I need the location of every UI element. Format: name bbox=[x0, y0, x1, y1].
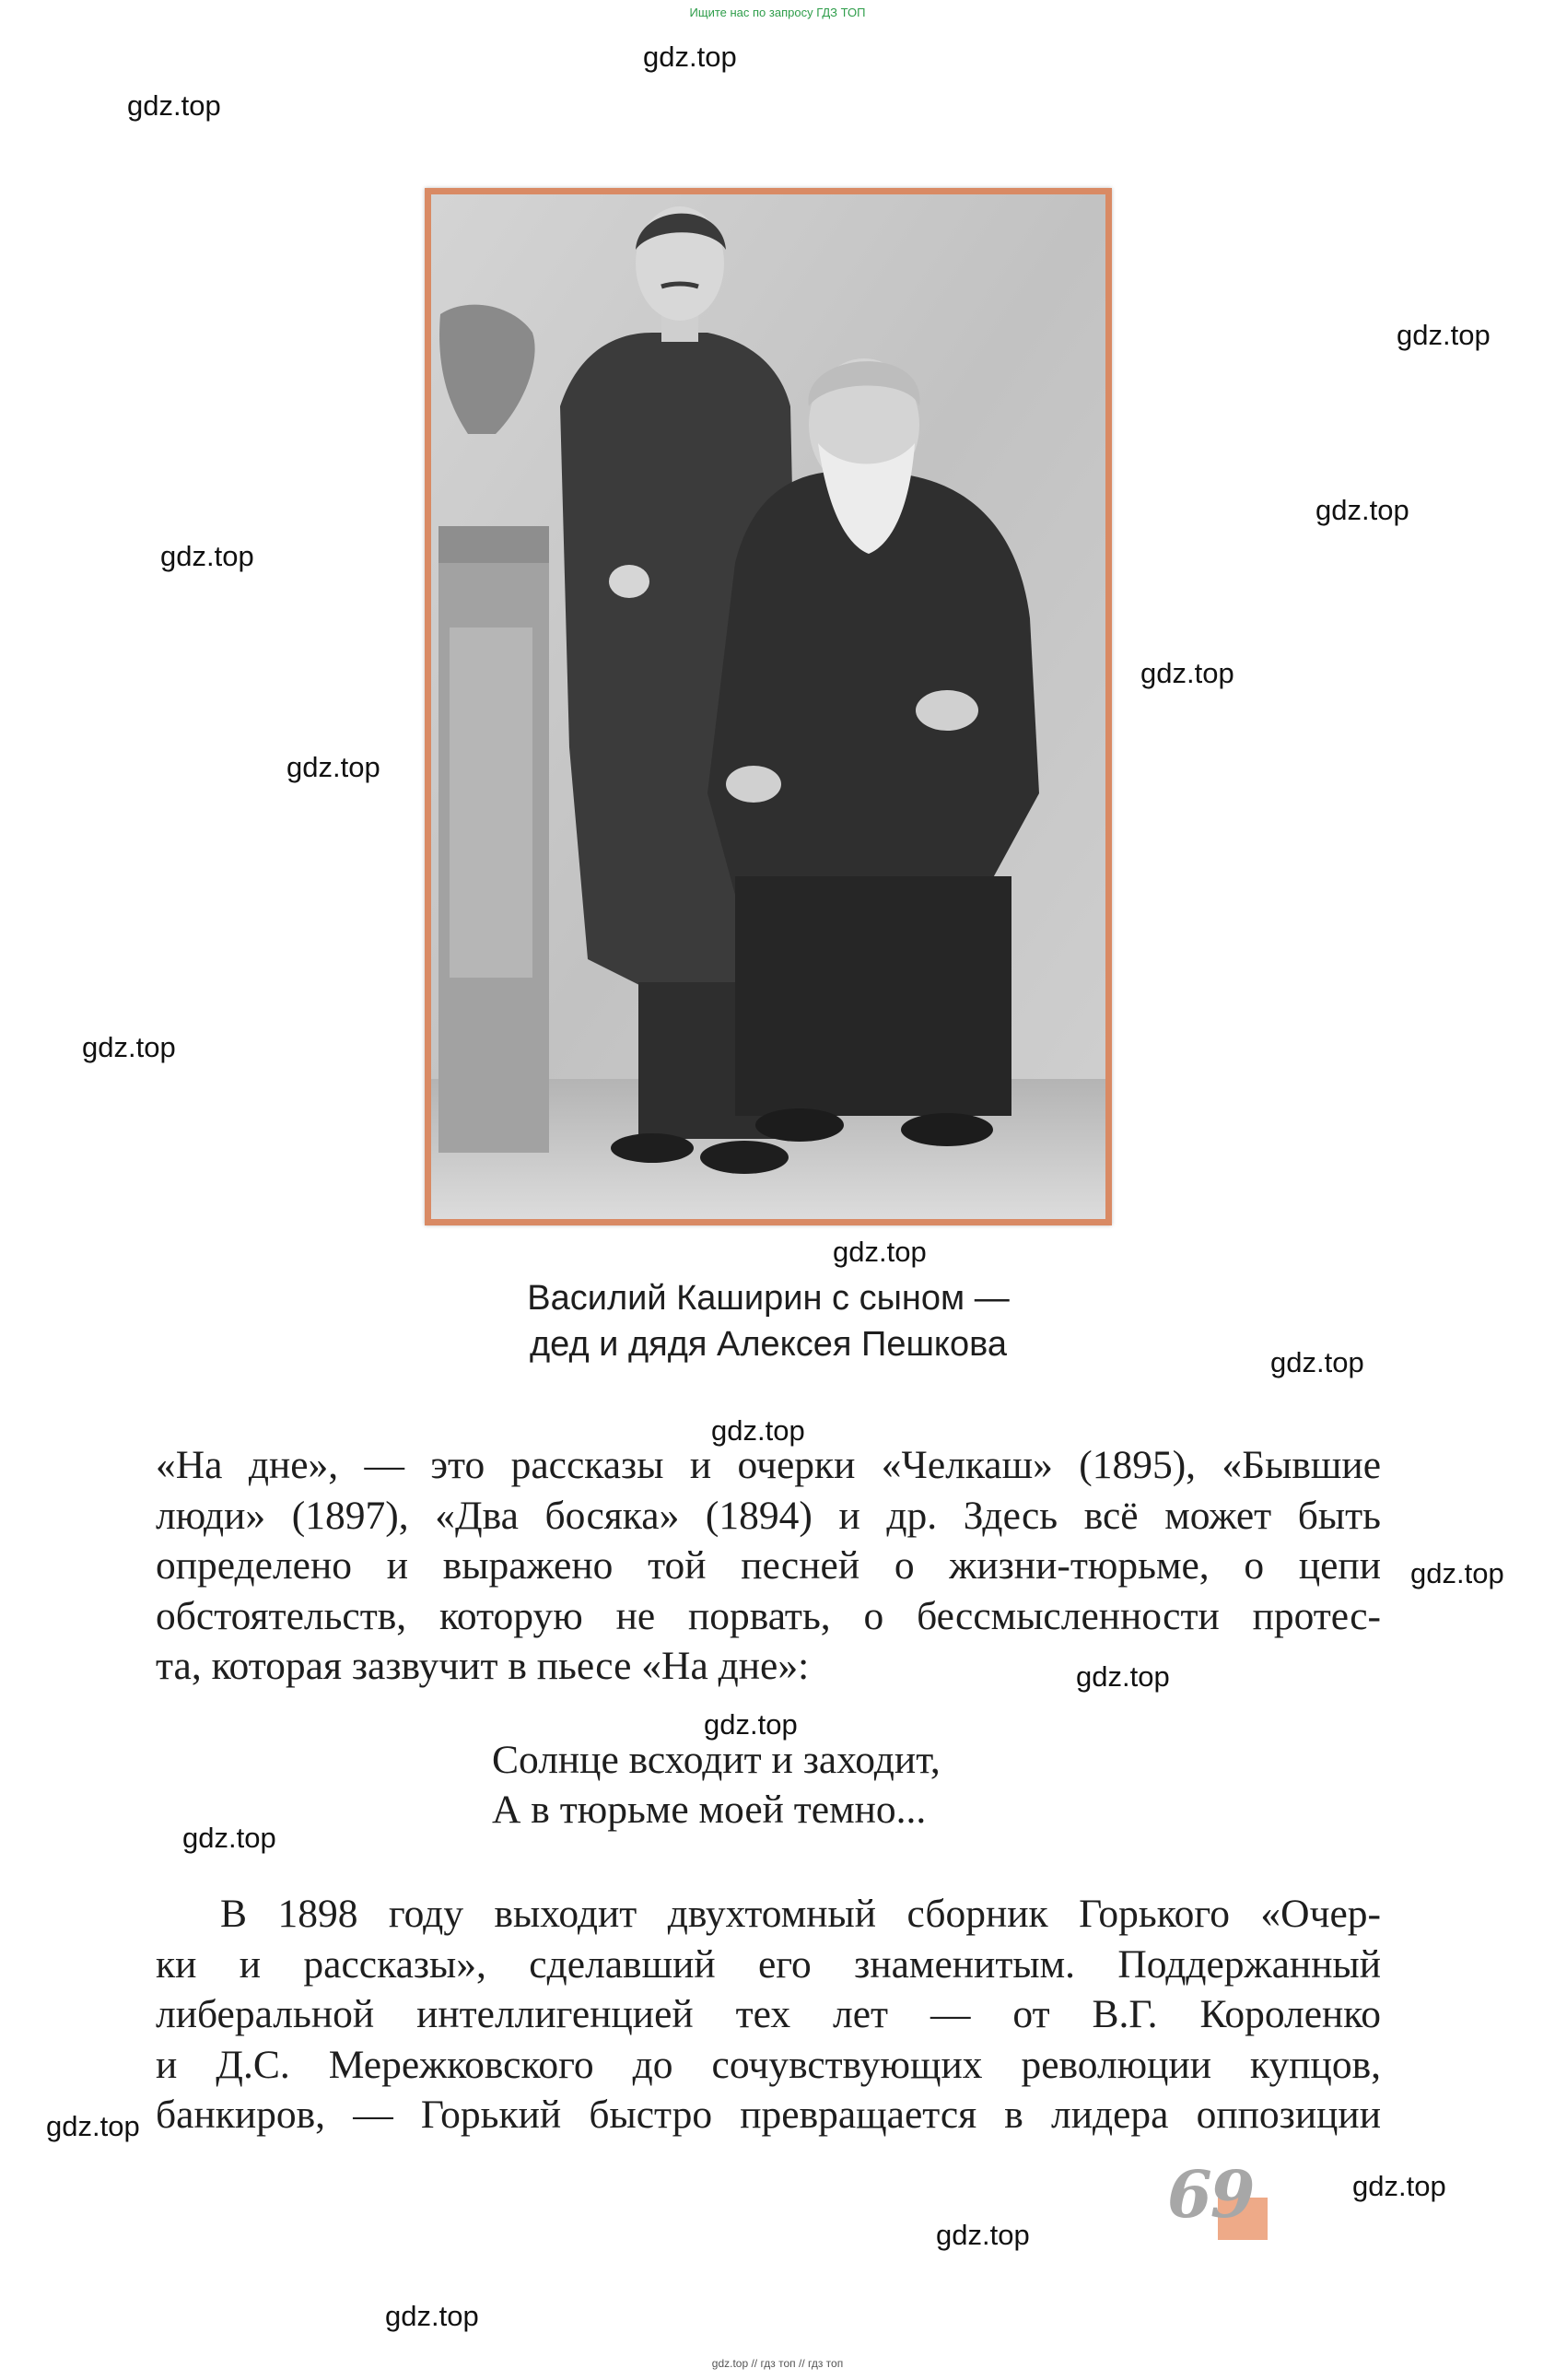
text-line: люди» (1897), «Два босяка» (1894) и др. Здесь всё может быть bbox=[156, 1493, 1381, 1538]
text-line: «На дне», — это рассказы и очерки «Челкаш» (1895), «Бывшие bbox=[156, 1443, 1381, 1487]
watermark: gdz.top bbox=[385, 2300, 479, 2332]
text-line: обстоятельств, которую не порвать, о бессмысленности протес- bbox=[156, 1593, 1381, 1638]
watermark: gdz.top bbox=[1397, 319, 1491, 351]
photo-illustration bbox=[431, 194, 1105, 1219]
watermark: gdz.top bbox=[711, 1414, 805, 1447]
watermark: gdz.top bbox=[160, 540, 254, 572]
poem bbox=[492, 1735, 941, 1835]
watermark: gdz.top bbox=[46, 2110, 140, 2142]
watermark: gdz.top bbox=[182, 1822, 276, 1854]
text-line: определено и выражено той песней о жизни-тюрьме, о цепи bbox=[156, 1543, 1381, 1588]
poem-line: А в тюрьме моей темно... bbox=[492, 1788, 927, 1832]
page-number: 69 bbox=[1167, 2156, 1254, 2233]
watermark: gdz.top bbox=[82, 1031, 176, 1063]
watermark: gdz.top bbox=[1315, 494, 1409, 526]
watermark: gdz.top bbox=[286, 751, 380, 783]
watermark: gdz.top bbox=[936, 2219, 1030, 2251]
watermark: gdz.top bbox=[127, 89, 221, 122]
watermark: gdz.top bbox=[1410, 1557, 1504, 1589]
text-line: банкиров, — Горький быстро превращается в лидера оппозиции bbox=[156, 2093, 1381, 2137]
text-line: ки и рассказы», сделавший его знаменитым. Поддержанный bbox=[156, 1941, 1381, 1987]
watermark: gdz.top bbox=[1076, 1660, 1170, 1693]
poem-line: Солнце всходит и заходит, bbox=[492, 1738, 941, 1782]
watermark: gdz.top bbox=[833, 1236, 927, 1268]
top-banner: Ищите нас по запросу ГДЗ ТОП bbox=[689, 6, 866, 19]
watermark: gdz.top bbox=[1352, 2170, 1446, 2202]
watermark: gdz.top bbox=[1270, 1346, 1364, 1378]
paragraph-1 bbox=[156, 1440, 1381, 1692]
text-line: либеральной интеллигенцией тех лет — от В.Г. Короленко bbox=[156, 1992, 1381, 2036]
text-line: и Д.С. Мережковского до сочувствующих революции купцов, bbox=[156, 2042, 1381, 2087]
watermark: gdz.top bbox=[704, 1708, 798, 1741]
caption-line: Василий Каширин с сыном — bbox=[527, 1279, 1010, 1318]
paragraph-2 bbox=[156, 1889, 1381, 2140]
text-line: та, которая зазвучит в пьесе «На дне»: bbox=[156, 1644, 810, 1688]
caption-line: дед и дядя Алексея Пешкова bbox=[529, 1325, 1008, 1364]
watermark: gdz.top bbox=[643, 41, 737, 73]
historical-photo bbox=[425, 188, 1112, 1225]
watermark: gdz.top bbox=[1140, 657, 1234, 689]
photo-caption bbox=[425, 1275, 1112, 1367]
text-line: В 1898 году выходит двухтомный сборник Горького «Очер- bbox=[220, 1892, 1381, 1936]
footer-links[interactable]: gdz.top // гдз топ // гдз топ bbox=[711, 2357, 844, 2370]
